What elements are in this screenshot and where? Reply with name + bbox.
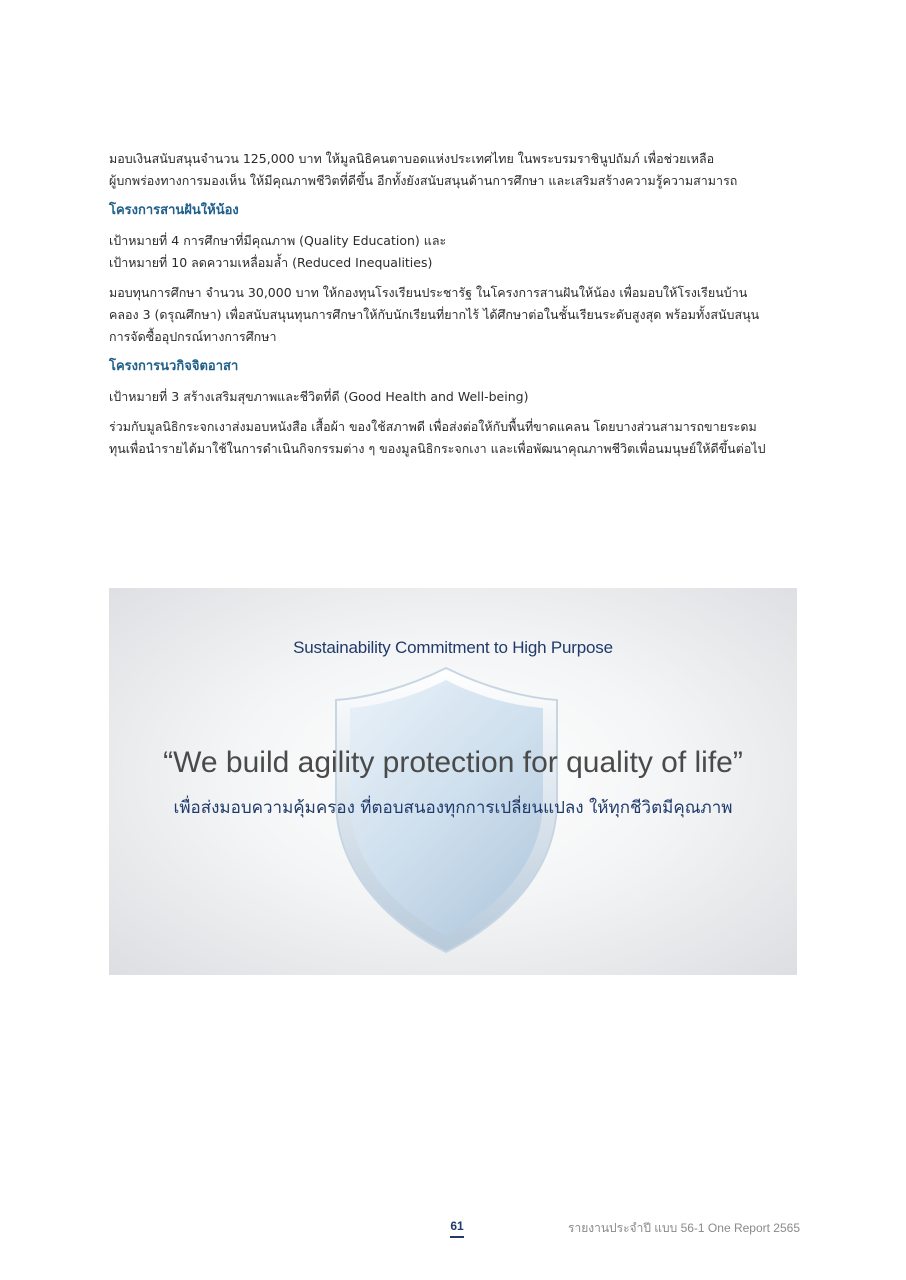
sdg-goal-item: เป้าหมายที่ 3 สร้างเสริมสุขภาพและชีวิตที่ดี (Good Health and Well-being) [109, 389, 529, 404]
page-number: 61 [450, 1219, 464, 1233]
sustainability-banner [109, 588, 797, 975]
section-body [109, 282, 799, 348]
banner-quote: “We build agility protection for quality of life” [163, 746, 743, 779]
body-line: ทุนเพื่อนำรายได้มาใช้ในการดำเนินกิจกรรมต่าง ๆ ของมูลนิธิกระจกเงา และเพื่อพัฒนาคุณภาพชีวิตเพื่อนมนุษย์ให้ดีขึ้นต่อไป [109, 441, 766, 456]
body-line: มอบทุนการศึกษา จำนวน 30,000 บาท ให้กองทุนโรงเรียนประชารัฐ ในโครงการสานฝันให้น้อง เพื่อมอบให้โรงเรียนบ้าน [109, 285, 748, 300]
body-line: การจัดซื้ออุปกรณ์ทางการศึกษา [109, 329, 277, 344]
sdg-goal-item: เป้าหมายที่ 4 การศึกษาที่มีคุณภาพ (Quality Education) และ [109, 233, 447, 248]
sdg-goal-item: เป้าหมายที่ 10 ลดความเหลื่อมล้ำ (Reduced Inequalities) [109, 255, 433, 270]
sdg-goals-list [109, 386, 799, 408]
intro-line: ผู้บกพร่องทางการมองเห็น ให้มีคุณภาพชีวิตที่ดีขึ้น อีกทั้งยังสนับสนุนด้านการศึกษา และเสริมสร้างความรู้ความสามารถ [109, 173, 738, 188]
intro-line: มอบเงินสนับสนุนจำนวน 125,000 บาท ให้มูลนิธิคนตาบอดแห่งประเทศไทย ในพระบรมราชินูปถัมภ์ เพื่อช่วยเหลือ [109, 151, 715, 166]
banner-thai-tagline: เพื่อส่งมอบความคุ้มครอง ที่ตอบสนองทุกการเปลี่ยนแปลง ให้ทุกชีวิตมีคุณภาพ [173, 798, 733, 818]
section-body [109, 416, 799, 460]
section-heading-volunteer-project: โครงการนวกิจจิตอาสา [109, 359, 239, 374]
banner-title: Sustainability Commitment to High Purpose [293, 638, 613, 657]
main-content [109, 148, 799, 468]
body-line: ร่วมกับมูลนิธิกระจกเงาส่งมอบหนังสือ เสื้อผ้า ของใช้สภาพดี เพื่อส่งต่อให้กับพื้นที่ขาดแคลน โดยบางส่วนสามารถขายระดม [109, 419, 757, 434]
intro-paragraph [109, 148, 799, 192]
report-title: รายงานประจำปี แบบ 56-1 One Report 2565 [568, 1221, 800, 1235]
sdg-goals-list [109, 230, 799, 274]
body-line: คลอง 3 (ดรุณศึกษา) เพื่อสนับสนุนทุนการศึกษาให้กับนักเรียนที่ยากไร้ ได้ศึกษาต่อในชั้นเรียนระดับสูงสุด พร้อมทั้งสนับสนุน [109, 307, 760, 322]
page-number-underline [450, 1236, 464, 1238]
section-heading-dream-project: โครงการสานฝันให้น้อง [109, 203, 239, 218]
